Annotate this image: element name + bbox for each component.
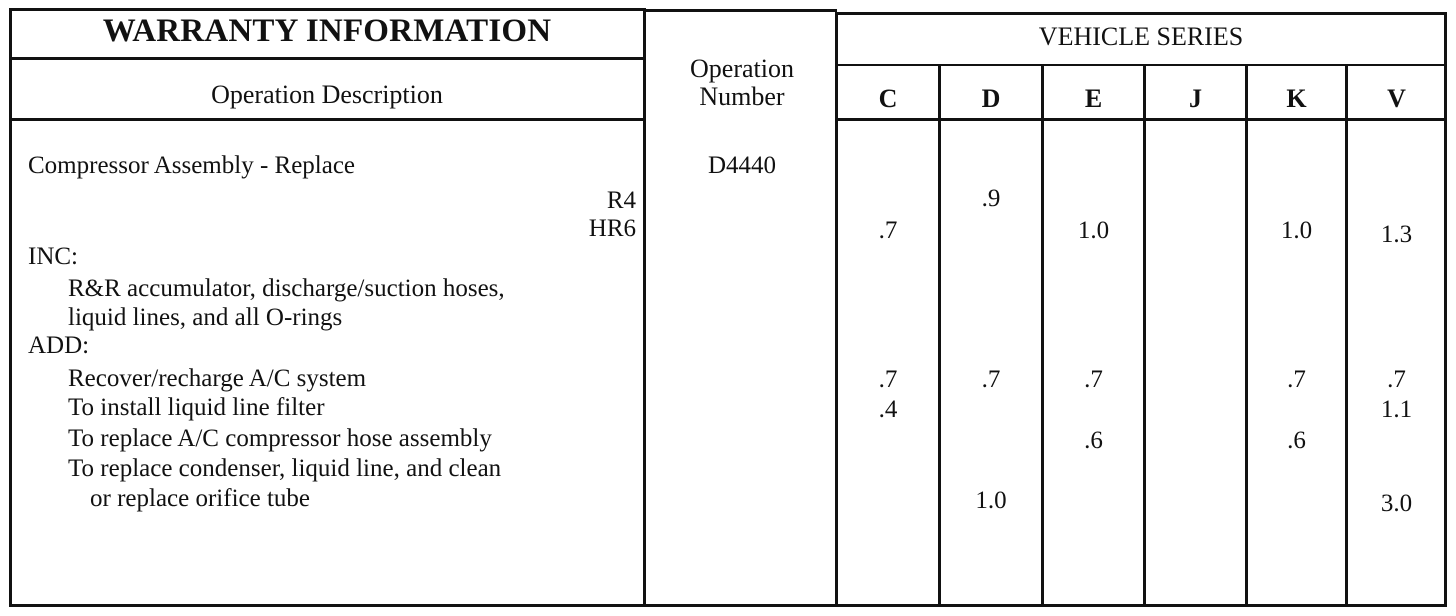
series-col-sep-1 (938, 64, 941, 607)
inc-line-1: R&R accumulator, discharge/suction hoses, (68, 275, 505, 302)
value-recover-c: .7 (878, 366, 898, 393)
value-condenser-d: 1.0 (975, 487, 1007, 514)
operation-title: Compressor Assembly - Replace (28, 152, 356, 179)
value-filter-c: .4 (878, 396, 898, 423)
add-replace-hose: To replace A/C compressor hose assembly (68, 425, 492, 452)
value-recover-d: .7 (981, 366, 1001, 393)
series-col-sep-4 (1245, 64, 1248, 607)
series-col-sep-2 (1041, 64, 1044, 607)
header-bottom-rule-right (837, 118, 1445, 121)
value-r4-d: .9 (981, 185, 1001, 212)
value-hose-k: .6 (1287, 427, 1306, 454)
series-header-k: K (1286, 84, 1307, 113)
value-filter-v: 1.1 (1380, 396, 1413, 423)
value-hr6-v: 1.3 (1380, 221, 1413, 248)
vehicle-series-header: VEHICLE SERIES (1038, 22, 1244, 51)
add-replace-condenser-line2: or replace orifice tube (90, 485, 311, 512)
inc-label: INC: (28, 243, 78, 270)
series-header-j: J (1189, 84, 1202, 113)
add-install-filter: To install liquid line filter (68, 394, 325, 421)
inc-line-2: liquid lines, and all O-rings (68, 304, 343, 331)
add-recover-recharge: Recover/recharge A/C system (68, 365, 367, 392)
value-hr6-c: .7 (878, 217, 898, 244)
value-hose-e: .6 (1084, 427, 1103, 454)
series-col-sep-5 (1345, 64, 1348, 607)
variant-hr6: HR6 (588, 215, 636, 242)
operation-description-header: Operation Description (211, 80, 443, 109)
add-replace-condenser-line1: To replace condenser, liquid line, and clean (68, 455, 502, 482)
operation-number-top-rule (645, 9, 837, 12)
operation-number-value: D4440 (707, 152, 777, 179)
variant-r4: R4 (606, 187, 636, 214)
series-col-sep-3 (1143, 64, 1146, 607)
vehicle-series-divider (837, 64, 1445, 66)
series-header-e: E (1084, 84, 1103, 113)
value-hr6-e: 1.0 (1077, 217, 1110, 244)
header-bottom-rule-left (11, 118, 644, 121)
operation-number-header-line2: Number (699, 82, 785, 111)
series-header-d: D (981, 84, 1001, 113)
operation-number-header-line1: Operation (690, 54, 794, 83)
add-label: ADD: (28, 332, 90, 359)
warranty-title: WARRANTY INFORMATION (102, 13, 552, 49)
value-condenser-v: 3.0 (1380, 490, 1413, 517)
value-recover-e: .7 (1084, 366, 1103, 393)
value-recover-v: .7 (1387, 366, 1406, 393)
warranty-title-divider (11, 57, 644, 60)
series-header-c: C (878, 84, 898, 113)
value-recover-k: .7 (1287, 366, 1306, 393)
series-header-v: V (1387, 84, 1406, 113)
value-hr6-k: 1.0 (1280, 217, 1313, 244)
operation-number-bottom-rule (645, 604, 837, 607)
